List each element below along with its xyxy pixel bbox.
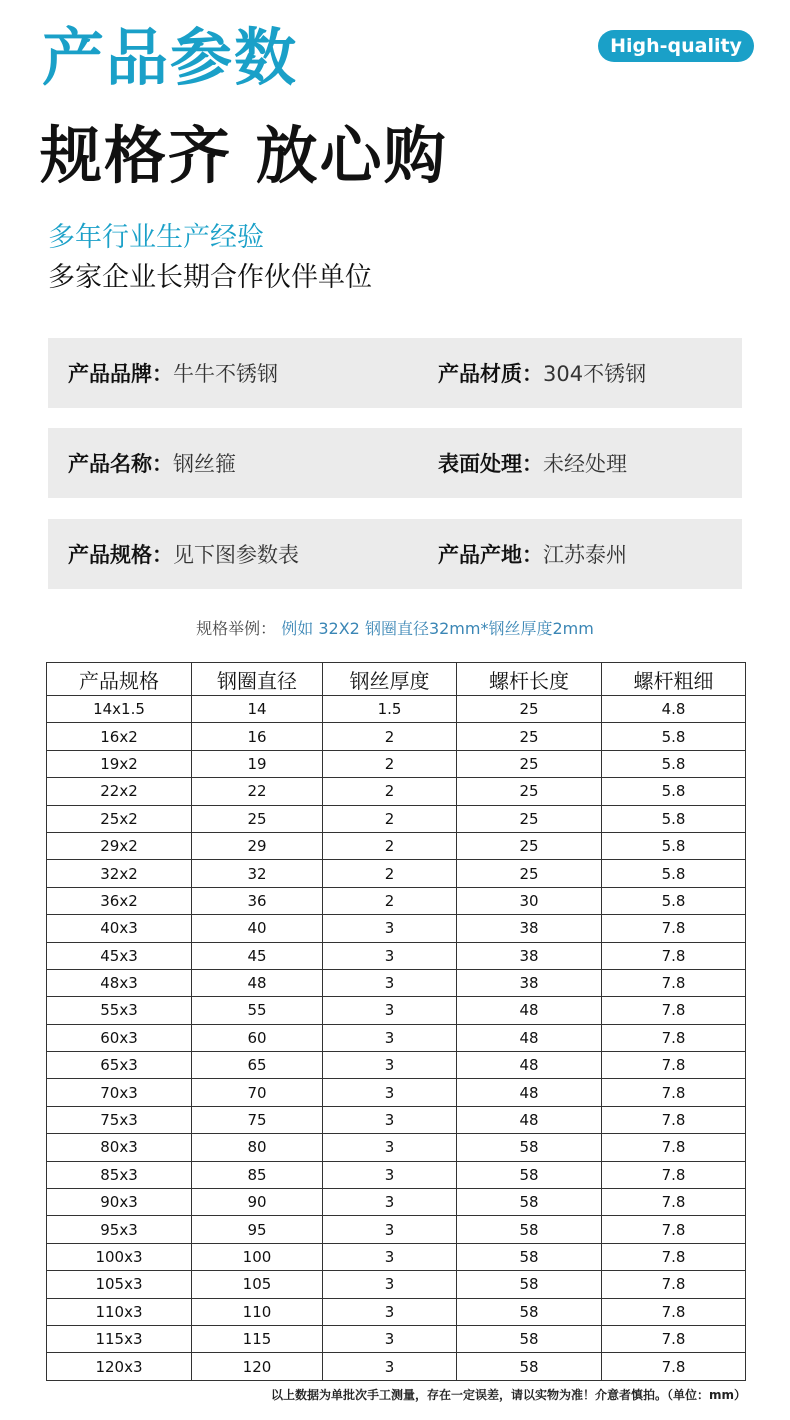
table-row bbox=[47, 696, 746, 723]
info-material bbox=[438, 338, 646, 408]
table-cell: 48 bbox=[457, 1024, 602, 1051]
table-cell: 38 bbox=[457, 915, 602, 942]
table-cell: 110 bbox=[192, 1298, 323, 1325]
table-cell: 3 bbox=[323, 1134, 457, 1161]
table-row bbox=[47, 1079, 746, 1106]
spec-table bbox=[46, 662, 746, 1381]
info-label: 产品材质： bbox=[438, 362, 543, 386]
table-cell: 38 bbox=[457, 942, 602, 969]
quality-badge: High-quality bbox=[598, 30, 754, 62]
table-row bbox=[47, 1134, 746, 1161]
table-cell: 7.8 bbox=[602, 942, 746, 969]
table-cell: 7.8 bbox=[602, 1052, 746, 1079]
table-cell: 3 bbox=[323, 915, 457, 942]
table-cell: 29 bbox=[192, 832, 323, 859]
table-cell: 105x3 bbox=[47, 1271, 192, 1298]
table-cell: 40x3 bbox=[47, 915, 192, 942]
table-cell: 3 bbox=[323, 1189, 457, 1216]
table-cell: 14 bbox=[192, 696, 323, 723]
info-label: 产品规格： bbox=[68, 543, 173, 567]
table-cell: 58 bbox=[457, 1216, 602, 1243]
table-row bbox=[47, 1161, 746, 1188]
table-cell: 25 bbox=[457, 778, 602, 805]
table-cell: 3 bbox=[323, 1106, 457, 1133]
table-cell: 60x3 bbox=[47, 1024, 192, 1051]
col-header-screw-diameter: 螺杆粗细 bbox=[602, 663, 746, 696]
table-cell: 2 bbox=[323, 805, 457, 832]
table-cell: 1.5 bbox=[323, 696, 457, 723]
table-cell: 48 bbox=[457, 997, 602, 1024]
col-header-ring-diameter: 钢圈直径 bbox=[192, 663, 323, 696]
table-row bbox=[47, 832, 746, 859]
table-cell: 48 bbox=[457, 1052, 602, 1079]
table-row bbox=[47, 887, 746, 914]
table-cell: 5.8 bbox=[602, 723, 746, 750]
info-row-name-surface bbox=[48, 428, 742, 498]
table-row bbox=[47, 1052, 746, 1079]
table-cell: 58 bbox=[457, 1325, 602, 1352]
table-cell: 3 bbox=[323, 1052, 457, 1079]
table-cell: 7.8 bbox=[602, 1325, 746, 1352]
info-value: 304不锈钢 bbox=[543, 362, 647, 386]
table-cell: 75x3 bbox=[47, 1106, 192, 1133]
table-cell: 38 bbox=[457, 969, 602, 996]
table-cell: 36x2 bbox=[47, 887, 192, 914]
table-cell: 3 bbox=[323, 1161, 457, 1188]
example-value: 例如 32X2 钢圈直径32mm*钢丝厚度2mm bbox=[281, 619, 594, 638]
table-cell: 3 bbox=[323, 942, 457, 969]
table-row bbox=[47, 723, 746, 750]
table-cell: 60 bbox=[192, 1024, 323, 1051]
col-header-spec: 产品规格 bbox=[47, 663, 192, 696]
info-brand bbox=[68, 338, 278, 408]
table-cell: 48 bbox=[457, 1106, 602, 1133]
table-cell: 120 bbox=[192, 1353, 323, 1380]
table-cell: 25 bbox=[457, 805, 602, 832]
table-cell: 25 bbox=[457, 750, 602, 777]
table-header-row bbox=[47, 663, 746, 696]
table-row bbox=[47, 1189, 746, 1216]
table-cell: 14x1.5 bbox=[47, 696, 192, 723]
table-cell: 58 bbox=[457, 1189, 602, 1216]
table-cell: 5.8 bbox=[602, 778, 746, 805]
table-cell: 95x3 bbox=[47, 1216, 192, 1243]
table-cell: 58 bbox=[457, 1353, 602, 1380]
table-cell: 25 bbox=[457, 860, 602, 887]
table-cell: 22x2 bbox=[47, 778, 192, 805]
table-cell: 3 bbox=[323, 1243, 457, 1270]
table-cell: 3 bbox=[323, 1325, 457, 1352]
table-cell: 3 bbox=[323, 1024, 457, 1051]
info-label: 产品产地： bbox=[438, 543, 543, 567]
table-cell: 2 bbox=[323, 723, 457, 750]
table-row bbox=[47, 1216, 746, 1243]
table-cell: 7.8 bbox=[602, 997, 746, 1024]
example-label: 规格举例： bbox=[196, 619, 277, 638]
table-row bbox=[47, 942, 746, 969]
table-cell: 5.8 bbox=[602, 805, 746, 832]
table-cell: 55 bbox=[192, 997, 323, 1024]
table-cell: 100 bbox=[192, 1243, 323, 1270]
table-cell: 100x3 bbox=[47, 1243, 192, 1270]
table-cell: 5.8 bbox=[602, 750, 746, 777]
table-row bbox=[47, 915, 746, 942]
table-cell: 7.8 bbox=[602, 1024, 746, 1051]
table-cell: 7.8 bbox=[602, 1216, 746, 1243]
table-cell: 65x3 bbox=[47, 1052, 192, 1079]
info-value: 见下图参数表 bbox=[173, 543, 299, 567]
info-value: 钢丝箍 bbox=[173, 452, 236, 476]
page-title: 产品参数 bbox=[42, 21, 299, 94]
table-cell: 58 bbox=[457, 1271, 602, 1298]
table-row bbox=[47, 969, 746, 996]
table-cell: 7.8 bbox=[602, 1079, 746, 1106]
footnote: 以上数据为单批次手工测量，存在一定误差，请以实物为准！介意者慎拍。（单位：mm） bbox=[270, 1388, 746, 1402]
table-cell: 7.8 bbox=[602, 1134, 746, 1161]
table-cell: 16 bbox=[192, 723, 323, 750]
table-cell: 48 bbox=[457, 1079, 602, 1106]
table-row bbox=[47, 778, 746, 805]
table-cell: 70 bbox=[192, 1079, 323, 1106]
table-cell: 58 bbox=[457, 1243, 602, 1270]
table-cell: 5.8 bbox=[602, 860, 746, 887]
info-surface bbox=[438, 428, 627, 498]
table-cell: 110x3 bbox=[47, 1298, 192, 1325]
table-cell: 90 bbox=[192, 1189, 323, 1216]
table-cell: 80x3 bbox=[47, 1134, 192, 1161]
table-cell: 65 bbox=[192, 1052, 323, 1079]
table-body bbox=[47, 696, 746, 1381]
table-cell: 7.8 bbox=[602, 1106, 746, 1133]
table-row bbox=[47, 1243, 746, 1270]
table-cell: 32x2 bbox=[47, 860, 192, 887]
info-row-spec-origin bbox=[48, 519, 742, 589]
table-row bbox=[47, 860, 746, 887]
table-row bbox=[47, 1325, 746, 1352]
table-cell: 2 bbox=[323, 832, 457, 859]
table-cell: 7.8 bbox=[602, 1161, 746, 1188]
info-label: 表面处理： bbox=[438, 452, 543, 476]
table-row bbox=[47, 997, 746, 1024]
table-cell: 7.8 bbox=[602, 915, 746, 942]
table-cell: 3 bbox=[323, 1271, 457, 1298]
table-cell: 120x3 bbox=[47, 1353, 192, 1380]
table-cell: 5.8 bbox=[602, 887, 746, 914]
table-cell: 19x2 bbox=[47, 750, 192, 777]
table-cell: 2 bbox=[323, 860, 457, 887]
table-cell: 58 bbox=[457, 1298, 602, 1325]
table-cell: 80 bbox=[192, 1134, 323, 1161]
col-header-screw-length: 螺杆长度 bbox=[457, 663, 602, 696]
table-cell: 29x2 bbox=[47, 832, 192, 859]
info-origin bbox=[438, 519, 627, 589]
info-spec bbox=[68, 519, 299, 589]
table-cell: 25 bbox=[192, 805, 323, 832]
table-cell: 48 bbox=[192, 969, 323, 996]
table-cell: 16x2 bbox=[47, 723, 192, 750]
table-row bbox=[47, 1106, 746, 1133]
table-cell: 7.8 bbox=[602, 969, 746, 996]
table-cell: 22 bbox=[192, 778, 323, 805]
info-value: 牛牛不锈钢 bbox=[173, 362, 278, 386]
tagline-partners: 多家企业长期合作伙伴单位 bbox=[48, 262, 372, 293]
table-cell: 4.8 bbox=[602, 696, 746, 723]
table-cell: 95 bbox=[192, 1216, 323, 1243]
table-cell: 45 bbox=[192, 942, 323, 969]
table-cell: 105 bbox=[192, 1271, 323, 1298]
table-cell: 36 bbox=[192, 887, 323, 914]
table-cell: 3 bbox=[323, 969, 457, 996]
table-cell: 45x3 bbox=[47, 942, 192, 969]
table-cell: 3 bbox=[323, 1216, 457, 1243]
table-cell: 85 bbox=[192, 1161, 323, 1188]
info-value: 江苏泰州 bbox=[543, 543, 627, 567]
table-cell: 85x3 bbox=[47, 1161, 192, 1188]
table-cell: 58 bbox=[457, 1161, 602, 1188]
info-value: 未经处理 bbox=[543, 452, 627, 476]
table-cell: 25x2 bbox=[47, 805, 192, 832]
table-cell: 25 bbox=[457, 696, 602, 723]
table-row bbox=[47, 1271, 746, 1298]
table-cell: 3 bbox=[323, 1298, 457, 1325]
table-cell: 7.8 bbox=[602, 1243, 746, 1270]
table-cell: 7.8 bbox=[602, 1353, 746, 1380]
table-cell: 32 bbox=[192, 860, 323, 887]
table-cell: 5.8 bbox=[602, 832, 746, 859]
table-cell: 75 bbox=[192, 1106, 323, 1133]
table-cell: 90x3 bbox=[47, 1189, 192, 1216]
info-label: 产品名称： bbox=[68, 452, 173, 476]
tagline-experience: 多年行业生产经验 bbox=[48, 222, 264, 253]
table-cell: 3 bbox=[323, 1353, 457, 1380]
table-row bbox=[47, 1024, 746, 1051]
table-row bbox=[47, 805, 746, 832]
table-cell: 70x3 bbox=[47, 1079, 192, 1106]
info-label: 产品品牌： bbox=[68, 362, 173, 386]
page-subtitle: 规格齐 放心购 bbox=[40, 119, 448, 192]
col-header-wire-thickness: 钢丝厚度 bbox=[323, 663, 457, 696]
table-cell: 40 bbox=[192, 915, 323, 942]
table-cell: 55x3 bbox=[47, 997, 192, 1024]
table-row bbox=[47, 1298, 746, 1325]
table-cell: 3 bbox=[323, 997, 457, 1024]
table-cell: 3 bbox=[323, 1079, 457, 1106]
info-name bbox=[68, 428, 236, 498]
table-cell: 7.8 bbox=[602, 1271, 746, 1298]
table-cell: 48x3 bbox=[47, 969, 192, 996]
table-cell: 115x3 bbox=[47, 1325, 192, 1352]
table-cell: 19 bbox=[192, 750, 323, 777]
table-cell: 2 bbox=[323, 887, 457, 914]
table-cell: 115 bbox=[192, 1325, 323, 1352]
table-cell: 2 bbox=[323, 778, 457, 805]
table-cell: 30 bbox=[457, 887, 602, 914]
table-row bbox=[47, 1353, 746, 1380]
table-cell: 2 bbox=[323, 750, 457, 777]
table-cell: 25 bbox=[457, 832, 602, 859]
spec-example bbox=[0, 616, 790, 639]
table-cell: 58 bbox=[457, 1134, 602, 1161]
table-cell: 7.8 bbox=[602, 1189, 746, 1216]
table-cell: 25 bbox=[457, 723, 602, 750]
table-cell: 7.8 bbox=[602, 1298, 746, 1325]
info-row-brand-material bbox=[48, 338, 742, 408]
table-row bbox=[47, 750, 746, 777]
